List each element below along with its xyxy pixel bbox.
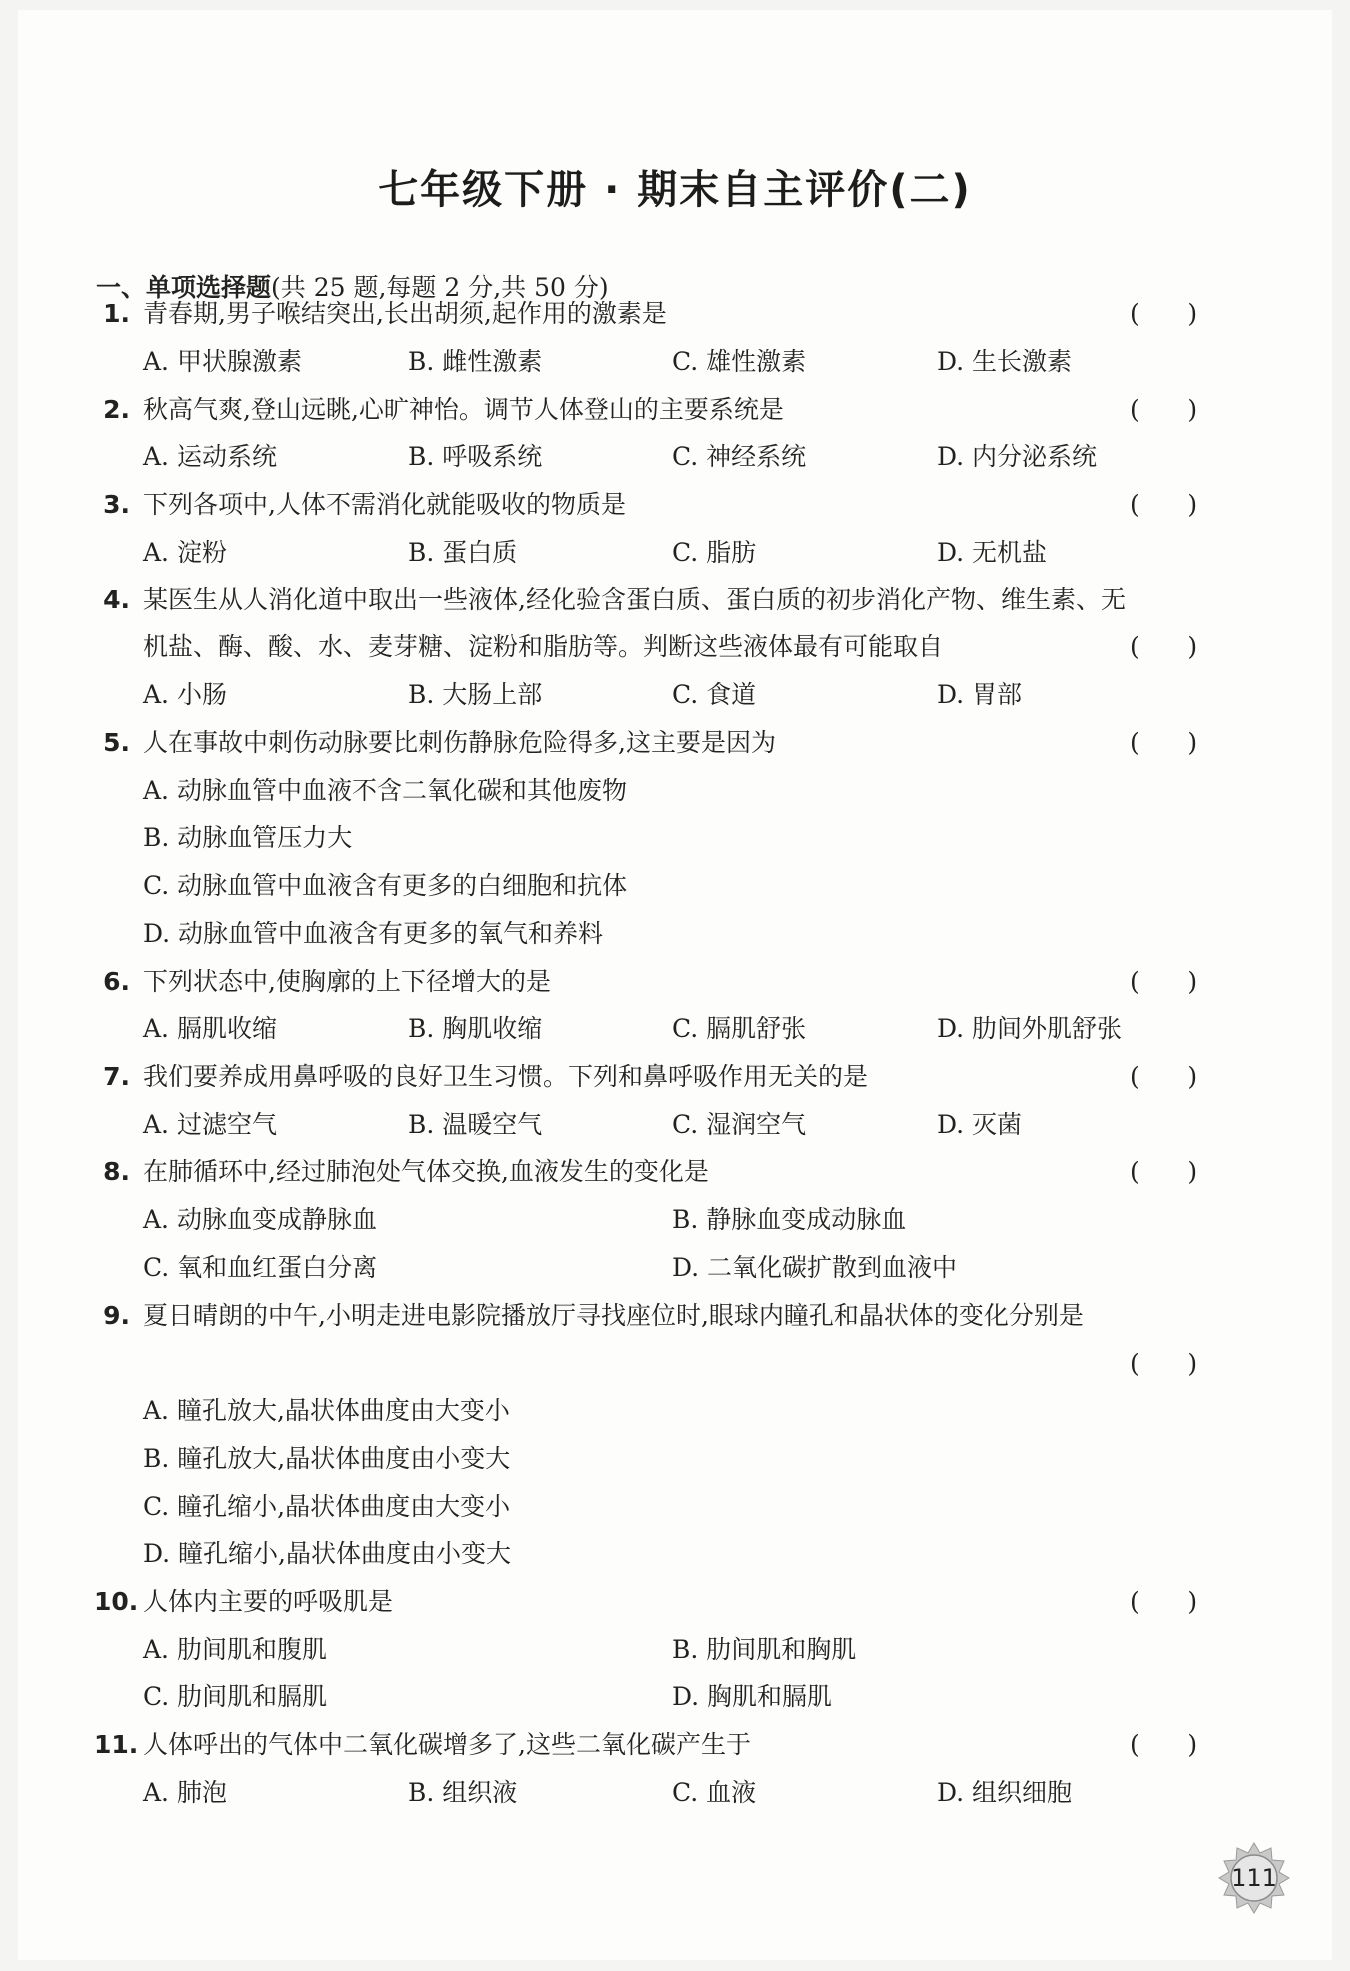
answer-option: C. 神经系统 xyxy=(672,442,807,471)
answer-option: B. 组织液 xyxy=(408,1778,518,1807)
answer-option: A. 淀粉 xyxy=(143,538,227,567)
question-number: 6. xyxy=(103,967,130,996)
question-number: 1. xyxy=(103,299,130,328)
question-text: 青春期,男子喉结突出,长出胡须,起作用的激素是 xyxy=(143,299,667,328)
question-number: 7. xyxy=(103,1062,130,1091)
answer-option: C. 食道 xyxy=(672,680,757,709)
answer-option: A. 动脉血管中血液不含二氧化碳和其他废物 xyxy=(143,776,627,805)
answer-option: C. 氧和血红蛋白分离 xyxy=(143,1253,378,1282)
question-stem xyxy=(94,1059,868,1095)
answer-option: A. 膈肌收缩 xyxy=(143,1014,277,1043)
answer-option: D. 组织细胞 xyxy=(937,1778,1073,1807)
answer-option: A. 甲状腺激素 xyxy=(143,347,302,376)
answer-option: D. 动脉血管中血液含有更多的氧气和养料 xyxy=(143,919,604,948)
answer-option: B. 动脉血管压力大 xyxy=(143,823,353,852)
answer-option: D. 内分泌系统 xyxy=(937,442,1098,471)
question-number: 10. xyxy=(94,1587,139,1616)
answer-bracket: ( ) xyxy=(1130,1349,1198,1378)
answer-option: C. 雄性激素 xyxy=(672,347,807,376)
question-text: 人体呼出的气体中二氧化碳增多了,这些二氧化碳产生于 xyxy=(143,1730,751,1759)
answer-option: A. 运动系统 xyxy=(143,442,277,471)
question-text: 我们要养成用鼻呼吸的良好卫生习惯。下列和鼻呼吸作用无关的是 xyxy=(143,1062,869,1091)
answer-bracket: ( ) xyxy=(1130,1587,1198,1616)
answer-option: A. 肋间肌和腹肌 xyxy=(143,1635,327,1664)
question-number: 2. xyxy=(103,395,130,424)
answer-option: B. 静脉血变成动脉血 xyxy=(672,1205,907,1234)
question-text-continued: 机盐、酶、酸、水、麦芽糖、淀粉和脂肪等。判断这些液体最有可能取自 xyxy=(143,632,944,661)
answer-bracket: ( ) xyxy=(1130,299,1198,328)
answer-option: A. 动脉血变成静脉血 xyxy=(143,1205,377,1234)
answer-option: C. 瞳孔缩小,晶状体曲度由大变小 xyxy=(143,1492,511,1521)
question-number: 3. xyxy=(103,490,130,519)
answer-option: D. 生长激素 xyxy=(937,347,1073,376)
answer-option: C. 血液 xyxy=(672,1778,757,1807)
answer-option: D. 胸肌和膈肌 xyxy=(672,1682,833,1711)
answer-bracket: ( ) xyxy=(1130,632,1198,661)
answer-option: D. 灭菌 xyxy=(937,1110,1023,1139)
answer-option: C. 动脉血管中血液含有更多的白细胞和抗体 xyxy=(143,871,628,900)
question-stem xyxy=(94,725,776,761)
page-number: 111 xyxy=(1231,1864,1277,1892)
answer-option: A. 肺泡 xyxy=(143,1778,227,1807)
answer-option: C. 湿润空气 xyxy=(672,1110,807,1139)
question-stem xyxy=(94,392,784,428)
question-stem xyxy=(94,1584,393,1620)
question-text: 夏日晴朗的中午,小明走进电影院播放厅寻找座位时,眼球内瞳孔和晶状体的变化分别是 xyxy=(143,1301,1084,1330)
answer-option: A. 小肠 xyxy=(143,680,227,709)
answer-bracket: ( ) xyxy=(1130,728,1198,757)
answer-option: B. 瞳孔放大,晶状体曲度由小变大 xyxy=(143,1444,511,1473)
answer-bracket: ( ) xyxy=(1130,1157,1198,1186)
question-number: 5. xyxy=(103,728,130,757)
answer-option: D. 二氧化碳扩散到血液中 xyxy=(672,1253,958,1282)
answer-option: D. 胃部 xyxy=(937,680,1023,709)
answer-option: C. 肋间肌和膈肌 xyxy=(143,1682,328,1711)
answer-bracket: ( ) xyxy=(1130,490,1198,519)
section-heading-title: 一、单项选择题 xyxy=(96,273,272,302)
question-stem xyxy=(94,582,1126,618)
answer-option: B. 大肠上部 xyxy=(408,680,543,709)
answer-option: A. 瞳孔放大,晶状体曲度由大变小 xyxy=(143,1396,510,1425)
question-number: 9. xyxy=(103,1301,130,1330)
section-heading-note: (共 25 题,每题 2 分,共 50 分) xyxy=(271,273,609,302)
question-number: 8. xyxy=(103,1157,130,1186)
question-text: 下列各项中,人体不需消化就能吸收的物质是 xyxy=(143,490,626,519)
answer-option: B. 温暖空气 xyxy=(408,1110,543,1139)
question-stem xyxy=(94,1298,1084,1334)
question-number: 11. xyxy=(94,1730,139,1759)
question-text: 人体内主要的呼吸肌是 xyxy=(143,1587,394,1616)
answer-option: D. 无机盐 xyxy=(937,538,1048,567)
answer-bracket: ( ) xyxy=(1130,1062,1198,1091)
question-number: 4. xyxy=(103,585,130,614)
answer-option: D. 肋间外肌舒张 xyxy=(937,1014,1123,1043)
answer-option: C. 脂肪 xyxy=(672,538,757,567)
answer-bracket: ( ) xyxy=(1130,395,1198,424)
question-text: 在肺循环中,经过肺泡处气体交换,血液发生的变化是 xyxy=(143,1157,709,1186)
answer-option: B. 胸肌收缩 xyxy=(408,1014,543,1043)
question-stem xyxy=(94,487,626,523)
question-text: 下列状态中,使胸廓的上下径增大的是 xyxy=(143,967,551,996)
answer-option: C. 膈肌舒张 xyxy=(672,1014,807,1043)
answer-option: B. 肋间肌和胸肌 xyxy=(672,1635,857,1664)
question-stem xyxy=(94,1727,751,1763)
question-stem xyxy=(94,964,551,1000)
page-title: 七年级下册 · 期末自主评价(二) xyxy=(378,167,972,213)
answer-bracket: ( ) xyxy=(1130,967,1198,996)
answer-bracket: ( ) xyxy=(1130,1730,1198,1759)
answer-option: A. 过滤空气 xyxy=(143,1110,277,1139)
question-text: 某医生从人消化道中取出一些液体,经化验含蛋白质、蛋白质的初步消化产物、维生素、无 xyxy=(143,585,1126,614)
question-text: 秋高气爽,登山远眺,心旷神怡。调节人体登山的主要系统是 xyxy=(143,395,784,424)
question-stem xyxy=(94,296,667,332)
question-stem xyxy=(94,1154,709,1190)
question-text: 人在事故中刺伤动脉要比刺伤静脉危险得多,这主要是因为 xyxy=(143,728,776,757)
answer-option: B. 雌性激素 xyxy=(408,347,543,376)
answer-option: D. 瞳孔缩小,晶状体曲度由小变大 xyxy=(143,1539,511,1568)
answer-option: B. 呼吸系统 xyxy=(408,442,543,471)
answer-option: B. 蛋白质 xyxy=(408,538,518,567)
